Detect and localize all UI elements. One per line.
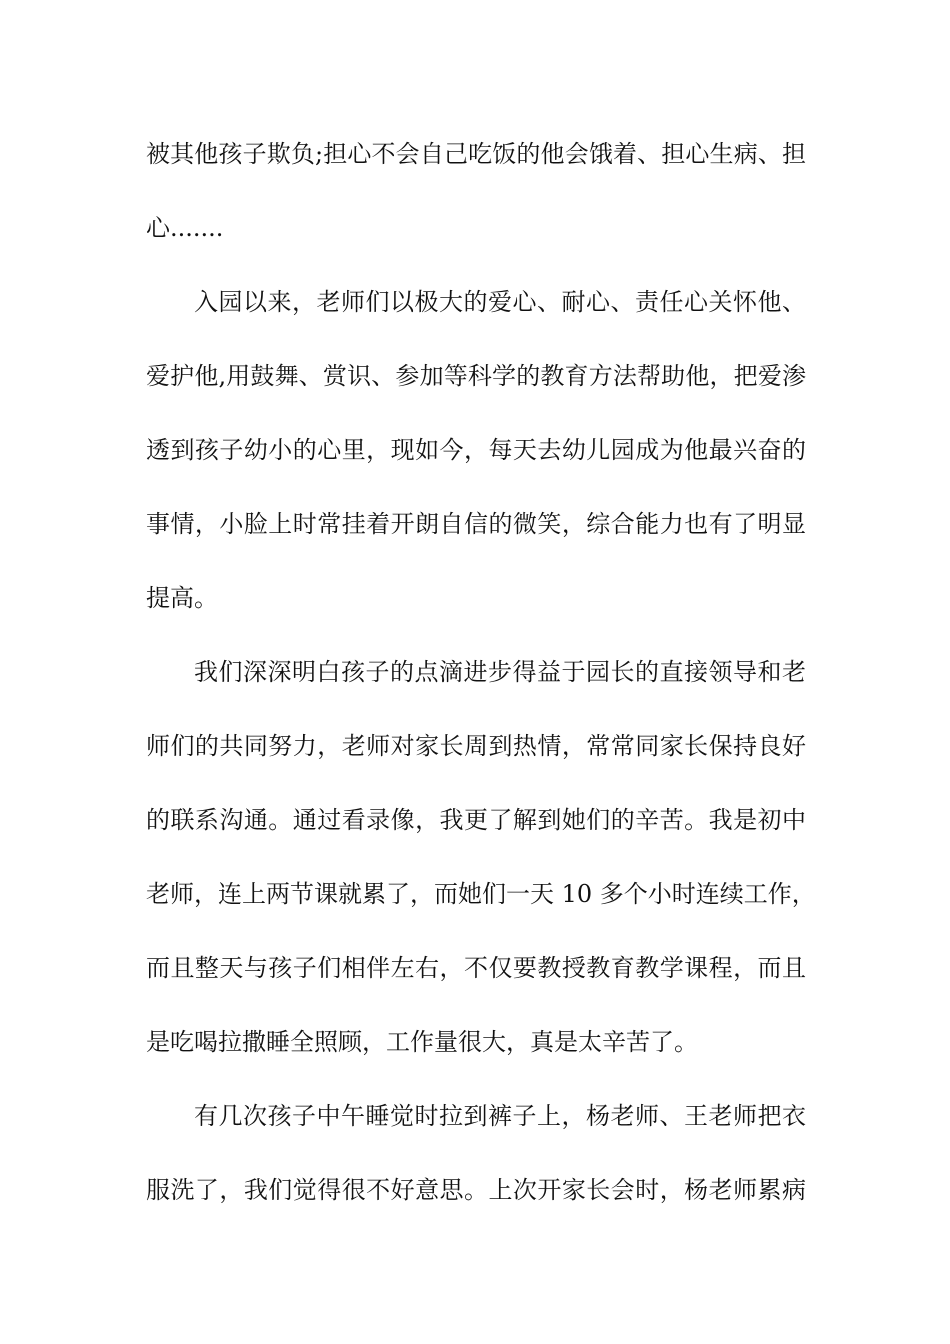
paragraph-2-line-4: 事情，小脸上时常挂着开朗自信的微笑，综合能力也有了明显 [146, 510, 806, 538]
paragraph-4-line-1: 有几次孩子中午睡觉时拉到裤子上，杨老师、王老师把衣 [194, 1102, 806, 1130]
paragraph-2-line-3: 透到孩子幼小的心里，现如今，每天去幼儿园成为他最兴奋的 [146, 436, 806, 464]
paragraph-4-line-2: 服洗了，我们觉得很不好意思。上次开家长会时，杨老师累病 [146, 1176, 806, 1204]
paragraph-3-line-6: 是吃喝拉撒睡全照顾，工作量很大，真是太辛苦了。 [146, 1028, 698, 1056]
paragraph-3-line-5: 而且整天与孩子们相伴左右，不仅要教授教育教学课程，而且 [146, 954, 806, 982]
paragraph-3-line-4: 老师，连上两节课就累了，而她们一天 10 多个小时连续工作， [146, 880, 816, 908]
paragraph-3-line-1: 我们深深明白孩子的点滴进步得益于园长的直接领导和老 [194, 658, 806, 686]
paragraph-3-line-2: 师们的共同努力，老师对家长周到热情，常常同家长保持良好 [146, 732, 806, 760]
paragraph-2-line-1: 入园以来，老师们以极大的爱心、耐心、责任心关怀他、 [194, 288, 806, 316]
paragraph-3-line-3: 的联系沟通。通过看录像，我更了解到她们的辛苦。我是初中 [146, 806, 806, 834]
paragraph-1-line-2: 心....... [146, 214, 224, 242]
paragraph-2-line-2: 爱护他,用鼓舞、赏识、参加等科学的教育方法帮助他，把爱渗 [146, 362, 806, 390]
paragraph-1-line-1: 被其他孩子欺负;担心不会自己吃饭的他会饿着、担心生病、担 [146, 140, 806, 168]
paragraph-2-line-5: 提高。 [146, 584, 218, 612]
